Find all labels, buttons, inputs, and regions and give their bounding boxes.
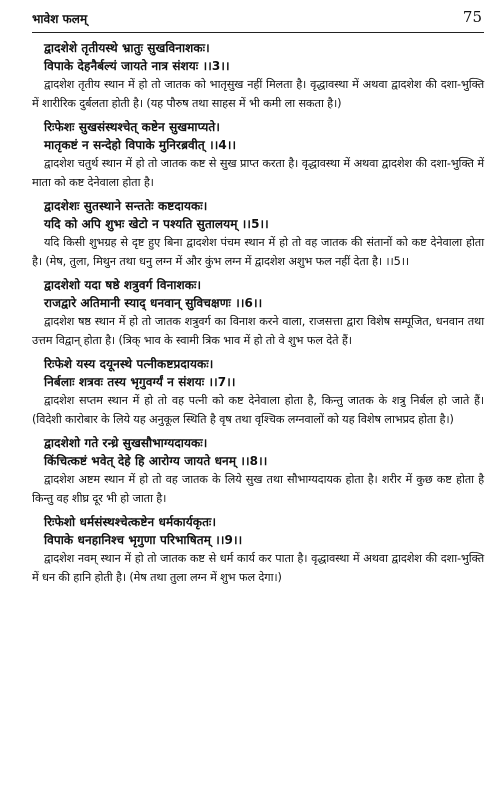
running-header bbox=[32, 6, 484, 33]
translation-paragraph: द्वादशेश अष्टम स्थान में हो तो वह जातक के लिये सुख तथा सौभाग्यदायक होता है। शरीर में कुछ कष्ट होता है किन्तु वह शीघ्र दूर भी हो जाता है। bbox=[32, 473, 484, 505]
sloka-line: द्वादशेशो यदा षष्ठे शत्रुवर्ग विनाशकः। bbox=[44, 278, 202, 292]
sloka-line: द्वादशेशे तृतीयस्थे भ्रातुः सुखविनाशकः। bbox=[44, 41, 210, 55]
translation-paragraph: द्वादशेश सप्तम स्थान में हो तो वह पत्नी को कष्ट देनेवाला होता है, किन्तु जातक के शत्रु निर्बल हो जाते हैं। (विदेशी कारोबार के लिये यह अनुकूल स्थिति है वृष तथा वृश्चिक लग्नवालों को यह विशेष लाभप्रद होता है।) bbox=[32, 394, 484, 426]
sloka-line: विपाके देहनैर्बल्यं जायते नात्र संशयः ।।3।। bbox=[44, 59, 230, 73]
translation-paragraph: यदि किसी शुभग्रह से दृष्ट हुए बिना द्वादशेश पंचम स्थान में हो तो वह जातक की संतानों को कष्ट देनेवाला होता है। (मेष, तुला, मिथुन तथा धनु लग्न में और कुंभ लग्न में द्वादशेश अशुभ फल नहीं देता है। ।।5।। bbox=[32, 236, 484, 268]
verse-block bbox=[32, 513, 484, 587]
translation-paragraph: द्वादशेश नवम् स्थान में हो तो जातक कष्ट से धर्म कार्य कर पाता है। वृद्धावस्था में अथवा द्वादशेश की दशा-भुक्ति में धन की हानि होती है। (मेष तथा तुला लग्न में शुभ फल देगा।) bbox=[32, 552, 484, 584]
translation-paragraph: द्वादशेश षष्ठ स्थान में हो तो जातक शत्रुवर्ग का विनाश करने वाला, राजसत्ता द्वारा विशेष सम्पूजित, धनवान तथा उत्तम विद्वान् होता है। (त्रिक् भाव के स्वामी त्रिक भाव में हो तो वे शुभ फल देते हैं। bbox=[32, 315, 484, 347]
verse-block bbox=[32, 355, 484, 429]
sloka-line: विपाके धनहानिश्च भृगुणा परिभाषितम् ।।9।। bbox=[44, 533, 243, 547]
verse-block bbox=[32, 39, 484, 113]
sloka-line: किंचित्कष्टं भवेत् देहे हि आरोग्य जायते धनम् ।।8।। bbox=[44, 454, 268, 468]
sloka-line: द्वादशेशो गते रन्ध्रे सुखसौभाग्यदायकः। bbox=[44, 436, 208, 450]
translation-paragraph: द्वादशेश चतुर्थ स्थान में हो तो जातक कष्ट से सुख प्राप्त करता है। वृद्धावस्था में अथवा द्वादशेश की दशा-भुक्ति में माता को कष्ट देनेवाला होता है। bbox=[32, 157, 484, 189]
verse-block bbox=[32, 434, 484, 508]
verse-block bbox=[32, 118, 484, 192]
page-number: 75 bbox=[462, 8, 482, 26]
sloka-line: राजद्वारे अतिमानी स्याद् धनवान् सुविचक्षणः ।।6।। bbox=[44, 296, 263, 310]
sloka-line: रिःफेशे यस्य दयूनस्थे पत्नीकष्टप्रदायकः। bbox=[44, 357, 214, 371]
sloka-line: यदि को अपि शुभः खेटो न पश्यति सुतालयम् ।।5।। bbox=[44, 217, 269, 231]
page-content bbox=[32, 39, 484, 587]
translation-paragraph: द्वादशेश तृतीय स्थान में हो तो जातक को भातृसुख नहीं मिलता है। वृद्धावस्था में अथवा द्वादशेश की दशा-भुक्ति में शारीरिक दुर्बलता होती है। (यह पौरुष तथा साहस में भी कमी ला सकता है।) bbox=[32, 78, 484, 110]
verse-block bbox=[32, 197, 484, 271]
sloka-line: मातृकष्टं न सन्देहो विपाके मुनिरब्रवीत् ।।4।। bbox=[44, 138, 237, 152]
sloka-line: निर्बलाः शत्रवः तस्य भृगुवर्ग्यं न संशयः ।।7।। bbox=[44, 375, 236, 389]
verse-block bbox=[32, 276, 484, 350]
running-title: भावेश फलम् bbox=[32, 12, 88, 26]
sloka-line: द्वादशेशः सुतस्थाने सन्ततेः कष्टदायकः। bbox=[44, 199, 208, 213]
sloka-line: रिःफेशः सुखसंस्थश्चेत् कष्टेन सुखमाप्यते। bbox=[44, 120, 220, 134]
sloka-line: रिःफेशो धर्मसंस्थश्चेत्कष्टेन धर्मकार्यकृतः। bbox=[44, 515, 217, 529]
